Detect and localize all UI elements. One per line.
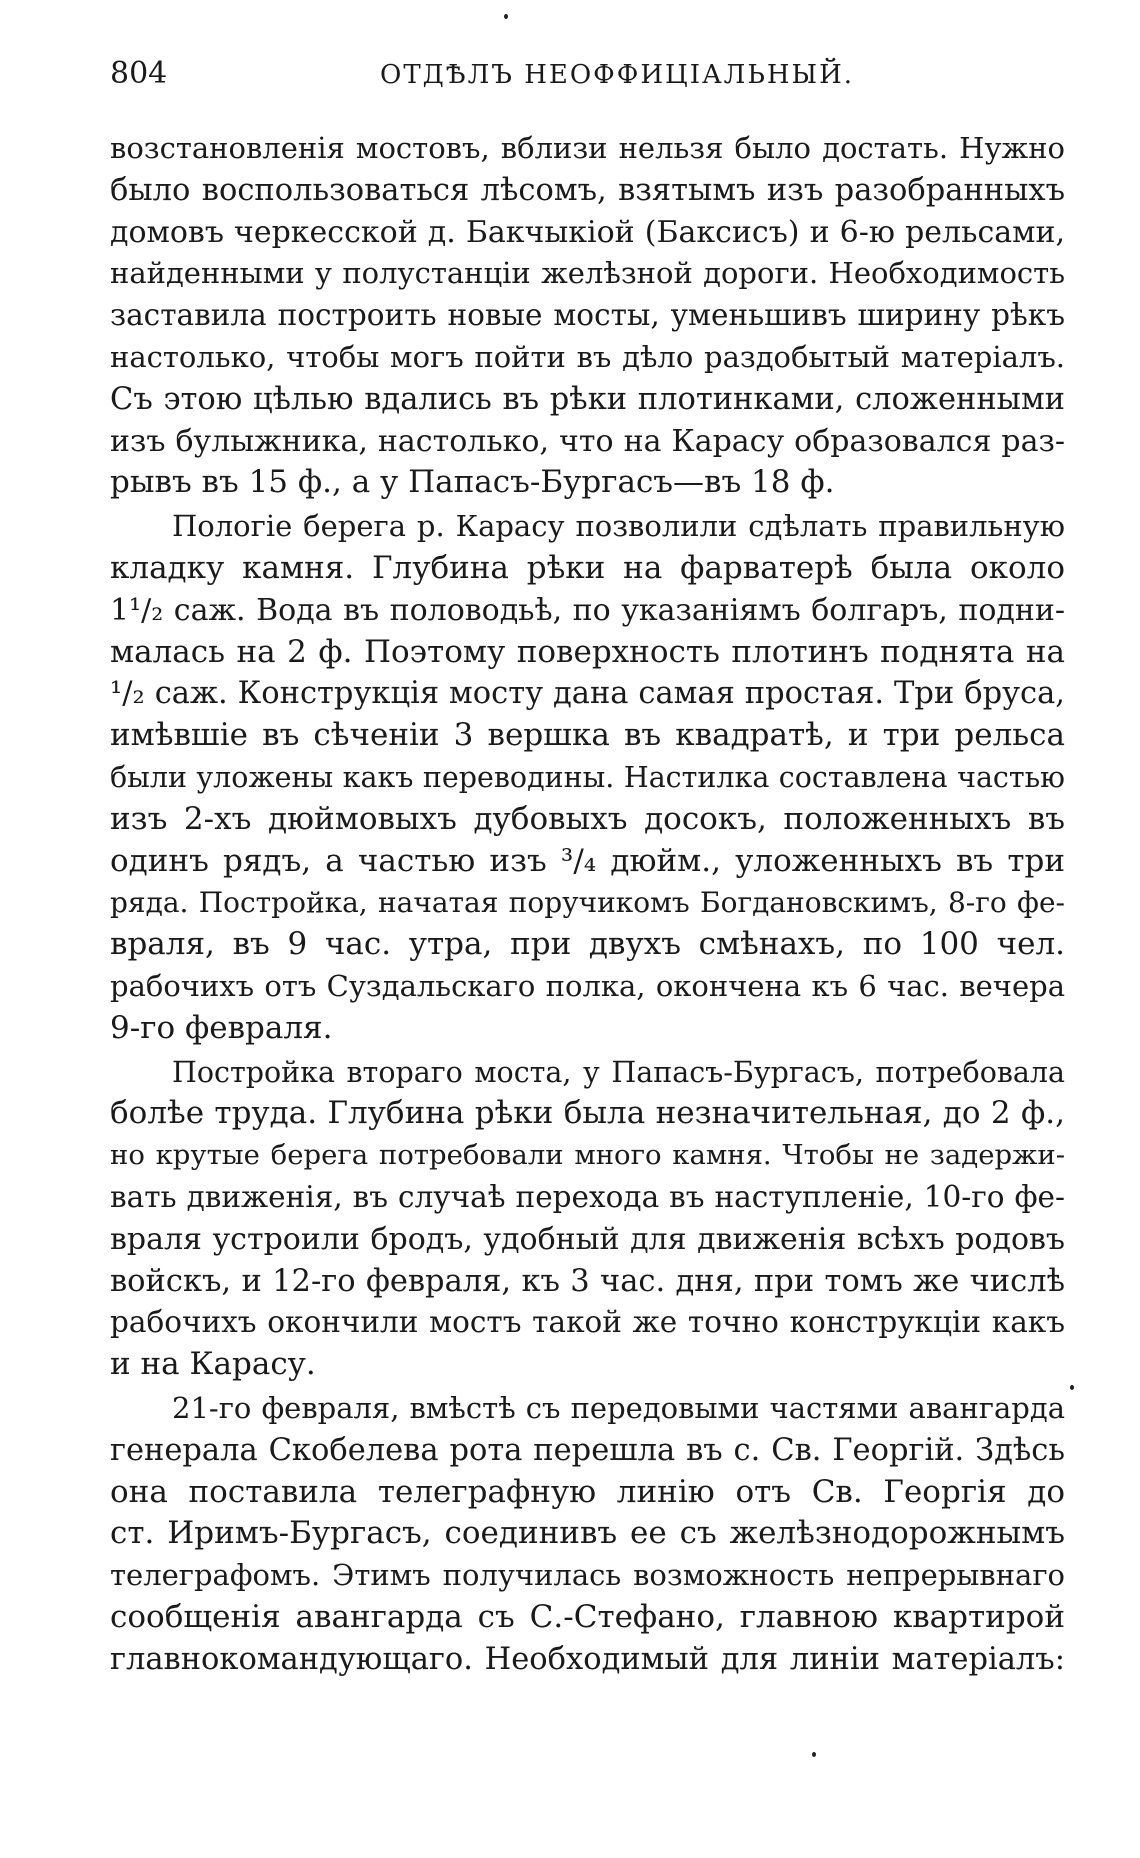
text-line: телеграфомъ. Этимъ получилась возможность непрерывнаго: [110, 1558, 1065, 1593]
print-speck: [1070, 1385, 1074, 1390]
text-line: настолько, чтобы могъ пойти въ дѣло раздобытый матеріалъ.: [110, 339, 1065, 374]
text-line: Пологіе берега р. Карасу позволили сдѣлать правильную: [172, 509, 1065, 544]
text-line: найденными у полустанціи желѣзной дороги. Необходимость: [110, 256, 1065, 291]
paragraph-4: [110, 1388, 1065, 1681]
text-line: 1¹/₂ саж. Вода въ половодьѣ, по указаніямъ болгаръ, подни-: [110, 592, 1065, 628]
text-line: 9-го февраля.: [110, 1009, 333, 1046]
book-page: [110, 56, 1065, 1680]
text-line: генерала Скобелева рота перешла въ с. Св. Георгій. Здѣсь: [110, 1432, 1065, 1468]
text-line: рабочихъ отъ Суздальскаго полка, окончена къ 6 час. вечера: [110, 968, 1065, 1003]
text-line: заставила построить новые мосты, уменьшивъ ширину рѣкъ: [110, 298, 1065, 333]
text-line: малась на 2 ф. Поэтому поверхность плотинъ поднята на: [110, 633, 1065, 670]
text-line: она поставила телеграфную линію отъ Св. Георгія до: [110, 1473, 1065, 1510]
text-line: ¹/₂ саж. Конструкція мосту дана самая простая. Три бруса,: [110, 676, 1065, 712]
text-line: изъ булыжника, настолько, что на Карасу образовался раз-: [110, 423, 1065, 459]
text-line: возстановленія мостовъ, вблизи нельзя было достать. Нужно: [110, 131, 1065, 165]
text-line: войскъ, и 12-го февраля, къ 3 час. дня, при томъ же числѣ: [110, 1263, 1065, 1299]
text-line: враля устроили бродъ, удобный для движенія всѣхъ родовъ: [110, 1221, 1065, 1257]
text-line: Съ этою цѣлью вдались въ рѣки плотинками, сложенными: [110, 381, 1065, 417]
text-line: рабочихъ окончили мостъ такой же точно конструкціи какъ: [110, 1305, 1065, 1340]
text-line: было воспользоваться лѣсомъ, взятымъ изъ разобранныхъ: [110, 172, 1065, 208]
text-line: 21-го февраля, вмѣстѣ съ передовыми частями авангарда: [172, 1390, 1065, 1425]
text-line: одинъ рядъ, а частью изъ ³/₄ дюйм., уложенныхъ въ три: [110, 842, 1065, 879]
paragraph-1: [110, 128, 1065, 504]
text-line: домовъ черкесской д. Бакчыкіой (Баксисъ) и 6-ю рельсами,: [110, 214, 1065, 250]
text-line: рывъ въ 15 ф., а у Папасъ-Бургасъ—въ 18 ф.: [110, 464, 835, 501]
page-number: 804: [110, 56, 168, 91]
paragraph-2: [110, 506, 1065, 1049]
text-line: имѣвшіе въ сѣченіи 3 вершка въ квадратѣ, и три рельса: [110, 717, 1065, 754]
running-head: ОТДѢЛЪ НЕОФФИЦІАЛЬНЫЙ.: [380, 60, 855, 90]
text-line: изъ 2-хъ дюймовыхъ дубовыхъ досокъ, положенныхъ въ: [110, 800, 1065, 837]
text-line: болѣе труда. Глубина рѣки была незначительная, до 2 ф.,: [110, 1095, 1065, 1132]
paragraph-3: [110, 1052, 1065, 1386]
print-speck: [504, 14, 508, 19]
text-line: были уложены какъ переводины. Настилка составлена частью: [110, 760, 1065, 794]
text-line: ст. Иримъ-Бургасъ, соединивъ ее съ желѣзнодорожнымъ: [110, 1515, 1065, 1552]
text-line: вать движенія, въ случаѣ перехода въ наступленіе, 10-го фе-: [110, 1179, 1065, 1214]
text-line: главнокомандующаго. Необходимый для линіи матеріалъ:: [110, 1641, 1065, 1677]
text-line: но крутые берега потребовали много камня. Чтобы не задержи-: [110, 1139, 1065, 1172]
text-line: и на Карасу.: [110, 1346, 316, 1383]
text-line: Постройка втораго моста, у Папасъ-Бургасъ, потребовала: [172, 1055, 1065, 1089]
text-line: враля, въ 9 час. утра, при двухъ смѣнахъ, по 100 чел.: [110, 926, 1065, 963]
text-line: ряда. Постройка, начатая поручикомъ Богдановскимъ, 8-го фе-: [110, 886, 1065, 920]
text-line: сообщенія авангарда съ С.-Стефано, главною квартирой: [110, 1598, 1065, 1635]
print-speck: [812, 1752, 816, 1757]
page-header: [110, 56, 1065, 100]
text-line: кладку камня. Глубина рѣки на фарватерѣ была около: [110, 549, 1065, 586]
page-text: [110, 128, 1065, 1680]
